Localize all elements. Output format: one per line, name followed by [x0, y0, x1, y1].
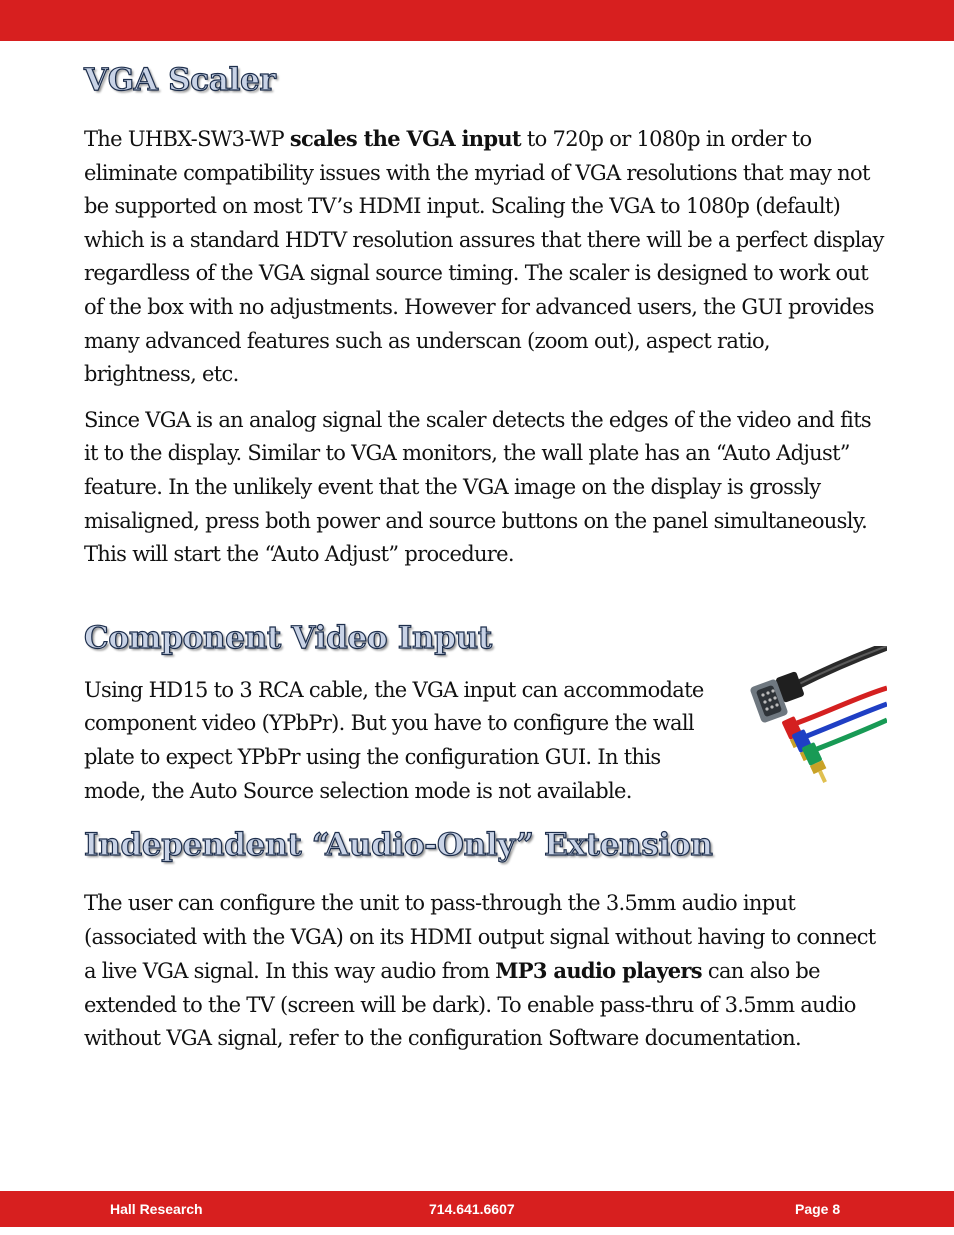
vga-scaler-paragraph-1: The UHBX-SW3-WP scales the VGA input to 720p or 1080p in order to eliminate compatibility issues with the myriad of VGA resolutions that may not be supported on most TV’s HDMI input. Scaling the VGA to 1080p (default) which is a standard HDTV resolution assures that there will be a perfect display regardless of the VGA signal source timing. The scaler is designed to work out of the box with no adjustments. However for advanced users, the GUI provides many advanced features such as underscan (zoom out), aspect ratio, brightness, etc. [84, 126, 884, 387]
section-title-vga-scaler: VGA Scaler [84, 62, 276, 98]
section-title-component-video: Component Video Input [84, 619, 492, 656]
page-content [84, 62, 884, 1056]
footer-page-number: Page 8 [795, 1201, 841, 1217]
footer-bar [0, 1191, 954, 1227]
footer-phone: 714.641.6607 [429, 1201, 515, 1217]
footer-company: Hall Research [110, 1201, 203, 1217]
section-title-audio-only: Independent “Audio-Only” Extension [84, 827, 713, 864]
vga-scaler-paragraph-2: Since VGA is an analog signal the scaler detects the edges of the video and fits it to the display. Similar to VGA monitors, the wall plate has an “Auto Adjust” feature. In the unlikely event that the VGA image on the display is grossly misaligned, press both power and source buttons on the panel simultaneously. This will start the “Auto Adjust” procedure. [84, 407, 872, 567]
header-bar [0, 0, 954, 41]
audio-only-paragraph: The user can configure the unit to pass-through the 3.5mm audio input (associated with the VGA) on its HDMI output signal without having to connect a live VGA signal. In this way audio from MP3 audio players can also be extended to the TV (screen will be dark). To enable pass-thru of 3.5mm audio without VGA signal, refer to the configuration Software documentation. [84, 891, 876, 1051]
vga-to-rca-cable-icon [735, 646, 887, 788]
component-video-paragraph: Using HD15 to 3 RCA cable, the VGA input can accommodate component video (YPbPr). But you have to configure the wall plate to expect YPbPr using the configuration GUI. In this mode, the Auto Source selection mode is not available. [84, 677, 704, 803]
